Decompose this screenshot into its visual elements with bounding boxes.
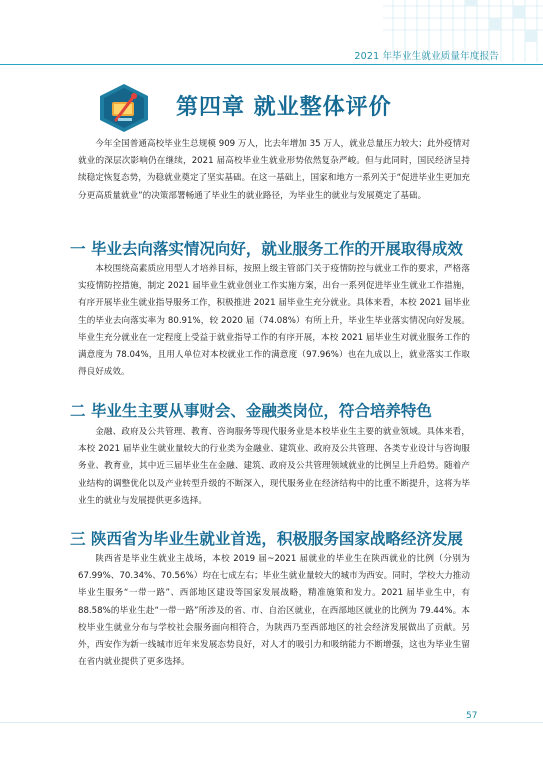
- page-number: 57: [466, 711, 478, 721]
- section-text-2: 金融、政府及公共管理、教育、咨询服务等现代服务业是本校毕业生主要的就业领域。具体来看，本校 2021 届毕业生就业量较大的行业类为金融业、建筑业、政府及公共管理、各类专业设计与咨询服务业、教育业，其中近三届毕业生在金融、建筑、政府及公共管理领域就业的比例呈上升趋势。随着产业结构的调整优化以及产业转型升级的不断深入，现代服务业在经济结构中的比重不断提升，这将为毕业生的就业与发展提供更多选择。: [78, 427, 470, 506]
- career-badge-icon: [96, 82, 152, 134]
- section-title-3: 三 陕西省为毕业生就业首选，积极服务国家战略经济发展: [70, 530, 463, 548]
- header-divider: [0, 64, 543, 65]
- section-paragraph-1: [78, 261, 470, 381]
- section-title-2: 二 毕业生主要从事财会、金融类岗位，符合培养特色: [70, 402, 432, 420]
- section-text-1: 本校围绕高素质应用型人才培养目标，按照上级主管部门关于疫情防控与就业工作的要求，严格落实疫情防控措施，制定 2021 届毕业生就业创业工作实施方案，出台一系列促进毕业生就业工作措施，有序开展毕业生就业指导服务工作，积极推进 2021 届毕业生充分就业。具体来看，本校 2021 届毕业生的毕业去向落实率为 80.91%，较 2020 届（74.08%）有所上升，毕业生毕业落实情况向好发展。毕业生充分就业在一定程度上受益于就业指导工作的有序开展，本校 2021 届毕业生对就业服务工作的满意度为 78.04%，且用人单位对本校就业工作的满意度（97.96%）也在九成以上，就业落实工作取得良好成效。: [78, 264, 470, 378]
- intro-paragraph: [78, 136, 470, 205]
- section-paragraph-3: [78, 551, 470, 671]
- chapter-heading: [0, 80, 543, 130]
- report-title: 2021 年毕业生就业质量年度报告: [354, 51, 499, 62]
- intro-text: 今年全国普通高校毕业生总规模 909 万人，比去年增加 35 万人，就业总量压力较大；此外疫情对就业的深层次影响仍在继续，2021 届高校毕业生就业形势依然复杂严峻。但与此同时，国民经济呈持续稳定恢复态势，为稳就业奠定了坚实基础。在这一基础上，国家和地方一系列关于“促进毕业生更加充分更高质量就业”的决策部署畅通了毕业生的就业路径，为毕业生的就业与发展奠定了基础。: [78, 139, 470, 201]
- section-text-3: 陕西省是毕业生就业主战场，本校 2019 届~2021 届就业的毕业生在陕西就业的比例（分别为 67.99%、70.34%、70.56%）均在七成左右；毕业生就业量较大的城市为西安。同时，学校大力推动毕业生服务“一带一路”、西部地区建设等国家发展战略，精准施策和发力。2021 届毕业生中，有 88.58%的毕业生赴“一带一路”所涉及的省、市、自治区就业，在西部地区就业的比例为 79.44%。本校毕业生就业分布与学校社会服务面向相符合，为陕西乃至西部地区的社会经济发展做出了贡献。另外，西安作为新一线城市近年来发展态势良好，对人才的吸引力和吸纳能力不断增强，这也为毕业生留在省内就业提供了更多选择。: [78, 554, 470, 668]
- section-paragraph-2: [78, 424, 470, 510]
- chapter-title: 第四章 就业整体评价: [176, 95, 392, 120]
- section-title-1: 一 毕业去向落实情况向好，就业服务工作的开展取得成效: [70, 240, 463, 258]
- footer-divider: [0, 722, 543, 723]
